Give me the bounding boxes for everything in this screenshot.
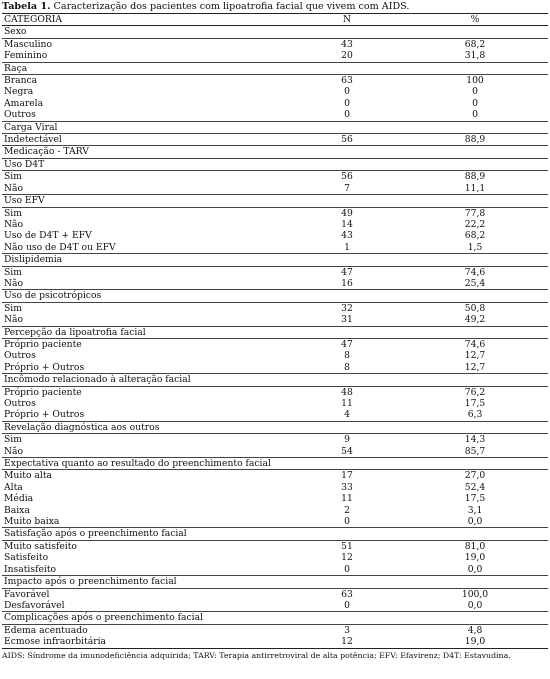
row-category: Uso de D4T + EFV <box>4 230 92 242</box>
table-row <box>2 540 548 552</box>
row-percent: 85,7 <box>464 445 486 457</box>
section-header-row <box>2 146 548 158</box>
row-category: Muito satisfeito <box>4 540 77 552</box>
row-category: Não uso de D4T ou EFV <box>4 241 116 253</box>
row-n: 12 <box>292 636 402 648</box>
section-header-row <box>2 576 548 588</box>
table-row <box>2 409 548 421</box>
section-header-row <box>2 254 548 266</box>
row-n: 54 <box>341 445 353 457</box>
row-n: 33 <box>341 481 353 493</box>
row-n: 11 <box>341 493 353 505</box>
row-category: Próprio paciente <box>4 386 82 398</box>
row-percent: 68,2 <box>464 38 486 50</box>
row-n: 0 <box>344 86 350 98</box>
header-categoria: CATEGORIA <box>2 14 292 26</box>
row-category: Insatisfeito <box>4 563 57 575</box>
row-category: Outros <box>4 350 36 362</box>
row-category: Próprio + Outros <box>4 409 85 421</box>
row-percent: 0 <box>472 97 478 109</box>
row-percent: 1,5 <box>467 241 483 253</box>
row-category: Sim <box>4 171 22 183</box>
row-percent: 27,0 <box>464 470 486 482</box>
row-percent: 19,0 <box>402 636 548 648</box>
row-n: 0 <box>344 563 350 575</box>
table-row <box>2 98 548 109</box>
row-percent: 25,4 <box>464 277 486 289</box>
row-category: Ecmose infraorbitária <box>2 636 292 648</box>
table-row <box>2 75 548 87</box>
row-category: Muito baixa <box>4 516 60 528</box>
table-row <box>2 230 548 241</box>
row-n: 14 <box>341 218 353 230</box>
row-n: 32 <box>341 302 353 314</box>
row-category: Negra <box>4 86 34 98</box>
row-category: Outros <box>4 109 36 121</box>
row-n: 43 <box>341 230 353 242</box>
section-title: Impacto após o preenchimento facial <box>2 576 548 588</box>
table-row <box>2 516 548 528</box>
row-percent: 3,1 <box>467 504 483 516</box>
row-category: Não <box>4 445 24 457</box>
row-n: 48 <box>341 386 353 398</box>
section-title: Uso D4T <box>2 158 548 170</box>
row-percent: 0,0 <box>467 563 483 575</box>
section-header-row <box>2 528 548 540</box>
table-header-row <box>2 14 548 26</box>
row-n: 12 <box>341 552 353 564</box>
section-title: Dislipidemia <box>2 254 548 266</box>
row-category: Próprio + Outros <box>4 361 85 373</box>
table-row <box>2 219 548 230</box>
row-percent: 81,0 <box>464 540 486 552</box>
row-category: Não <box>4 182 24 194</box>
row-category: Não <box>4 218 24 230</box>
row-category: Alta <box>4 481 23 493</box>
table-row <box>2 362 548 374</box>
caption-label: Tabela 1. <box>2 1 51 12</box>
row-percent: 74,6 <box>464 338 486 350</box>
row-percent: 0 <box>472 86 478 98</box>
row-n: 20 <box>341 50 353 62</box>
section-title: Percepção da lipoatrofia facial <box>2 326 548 338</box>
table-row <box>2 600 548 612</box>
table-row <box>2 588 548 600</box>
row-percent: 76,2 <box>464 386 486 398</box>
section-title: Revelação diagnóstica aos outros <box>2 421 548 433</box>
table-row <box>2 278 548 290</box>
table-row <box>2 109 548 121</box>
table-row <box>2 50 548 62</box>
section-header-row <box>2 121 548 133</box>
table-row <box>2 505 548 516</box>
row-percent: 11,1 <box>464 182 486 194</box>
section-title: Carga Viral <box>2 121 548 133</box>
row-percent: 22,2 <box>464 218 486 230</box>
row-category: Outros <box>4 398 36 409</box>
caption-text: Caracterização dos pacientes com lipoatrofia facial que vivem com AIDS. <box>50 1 410 12</box>
table-row <box>2 446 548 458</box>
section-header-row <box>2 458 548 470</box>
row-category: Edema acentuado <box>4 624 88 636</box>
table-body <box>2 26 548 648</box>
row-percent: 49,2 <box>464 314 486 326</box>
section-header-row <box>2 612 548 624</box>
row-n: 31 <box>341 314 353 326</box>
row-n: 63 <box>341 588 353 600</box>
row-category: Baixa <box>4 504 30 516</box>
row-category: Indetectável <box>4 134 62 146</box>
row-category: Amarela <box>4 97 44 109</box>
row-n: 3 <box>344 624 350 636</box>
table-row <box>2 552 548 563</box>
row-percent: 88,9 <box>464 171 486 183</box>
row-percent: 19,0 <box>464 552 486 564</box>
table-row <box>2 302 548 314</box>
row-n: 4 <box>344 409 350 421</box>
section-header-row <box>2 421 548 433</box>
row-percent: 17,5 <box>464 398 486 409</box>
table-row <box>2 470 548 482</box>
section-title: Complicações após o preenchimento facial <box>2 612 548 624</box>
row-n: 47 <box>341 338 353 350</box>
row-n: 0 <box>344 109 350 121</box>
header-n: N <box>292 14 402 26</box>
table-row <box>2 482 548 493</box>
section-header-row <box>2 158 548 170</box>
row-percent: 100,0 <box>461 588 489 600</box>
row-percent: 100 <box>466 75 484 87</box>
header-percent: % <box>402 14 548 26</box>
section-header-row <box>2 290 548 302</box>
row-n: 43 <box>341 38 353 50</box>
table-row <box>2 86 548 97</box>
row-category: Satisfeito <box>4 552 49 564</box>
table-footnote: AIDS: Síndrome da imunodeficiência adquirida; TARV: Terapia antirretroviral de alta potência; EFV: Efavirenz; D4T: Estavudina. <box>2 650 511 660</box>
row-n: 9 <box>344 434 350 446</box>
row-n: 51 <box>341 540 353 552</box>
row-percent: 12,7 <box>464 350 486 362</box>
section-title: Expectativa quanto ao resultado do preenchimento facial <box>2 458 548 470</box>
row-percent: 88,9 <box>464 134 486 146</box>
table-row <box>2 183 548 195</box>
section-title: Satisfação após o preenchimento facial <box>2 528 548 540</box>
section-title: Raça <box>2 62 548 74</box>
row-n: 56 <box>341 134 353 146</box>
row-percent: 0,0 <box>467 599 483 611</box>
row-n: 0 <box>344 516 350 528</box>
row-category: Próprio paciente <box>4 338 82 350</box>
row-category: Não <box>4 314 24 326</box>
table-row <box>2 338 548 350</box>
row-n: 8 <box>344 361 350 373</box>
row-category: Média <box>4 493 34 505</box>
table-row <box>2 350 548 361</box>
row-percent: 0 <box>472 109 478 121</box>
row-percent: 12,7 <box>464 361 486 373</box>
row-category: Branca <box>4 75 38 87</box>
section-header-row <box>2 195 548 207</box>
row-category: Desfavorável <box>4 599 65 611</box>
table-row <box>2 207 548 219</box>
row-n: 17 <box>341 470 353 482</box>
row-category: Sim <box>4 302 22 314</box>
row-category: Sim <box>4 434 22 446</box>
table-row <box>2 314 548 326</box>
row-category: Favorável <box>4 588 50 600</box>
row-category: Muito alta <box>4 470 52 482</box>
section-title: Sexo <box>2 26 548 38</box>
section-title: Medicação - TARV <box>2 146 548 158</box>
section-header-row <box>2 374 548 386</box>
table-row <box>2 564 548 576</box>
row-category: Sim <box>4 266 22 278</box>
row-category: Masculino <box>4 38 52 50</box>
row-percent: 6,3 <box>467 409 483 421</box>
row-category: Sim <box>4 207 22 219</box>
patient-characteristics-table <box>2 13 548 649</box>
row-percent: 68,2 <box>464 230 486 242</box>
table-row <box>2 242 548 254</box>
table-row <box>2 386 548 398</box>
table-row <box>2 493 548 504</box>
row-percent: 31,8 <box>464 50 486 62</box>
row-percent: 50,8 <box>464 302 486 314</box>
section-header-row <box>2 326 548 338</box>
section-title: Incômodo relacionado à alteração facial <box>2 374 548 386</box>
row-percent: 0,0 <box>467 516 483 528</box>
row-n: 7 <box>344 182 350 194</box>
row-percent: 14,3 <box>464 434 486 446</box>
table-row <box>2 434 548 446</box>
row-n: 11 <box>341 398 353 409</box>
row-n: 47 <box>341 266 353 278</box>
row-n: 1 <box>344 241 350 253</box>
row-n: 8 <box>344 350 350 362</box>
row-n: 2 <box>344 504 350 516</box>
table-caption <box>0 0 550 13</box>
row-category: Feminino <box>4 50 48 62</box>
row-n: 49 <box>341 207 353 219</box>
row-n: 0 <box>344 599 350 611</box>
table-row <box>2 38 548 50</box>
row-percent: 4,8 <box>467 624 483 636</box>
row-n: 16 <box>341 277 353 289</box>
table-row <box>2 171 548 183</box>
table-row <box>2 398 548 409</box>
row-n: 56 <box>341 171 353 183</box>
row-percent: 77,8 <box>464 207 486 219</box>
section-header-row <box>2 26 548 38</box>
table-row <box>2 134 548 146</box>
row-n: 0 <box>344 97 350 109</box>
row-n: 63 <box>341 75 353 87</box>
table-row <box>2 636 548 648</box>
row-percent: 17,5 <box>464 493 486 505</box>
section-title: Uso de psicotrópicos <box>2 290 548 302</box>
table-row <box>2 266 548 278</box>
section-title: Uso EFV <box>2 195 548 207</box>
row-percent: 52,4 <box>464 481 486 493</box>
section-header-row <box>2 62 548 74</box>
row-percent: 74,6 <box>464 266 486 278</box>
row-category: Não <box>4 277 24 289</box>
table-row <box>2 624 548 636</box>
